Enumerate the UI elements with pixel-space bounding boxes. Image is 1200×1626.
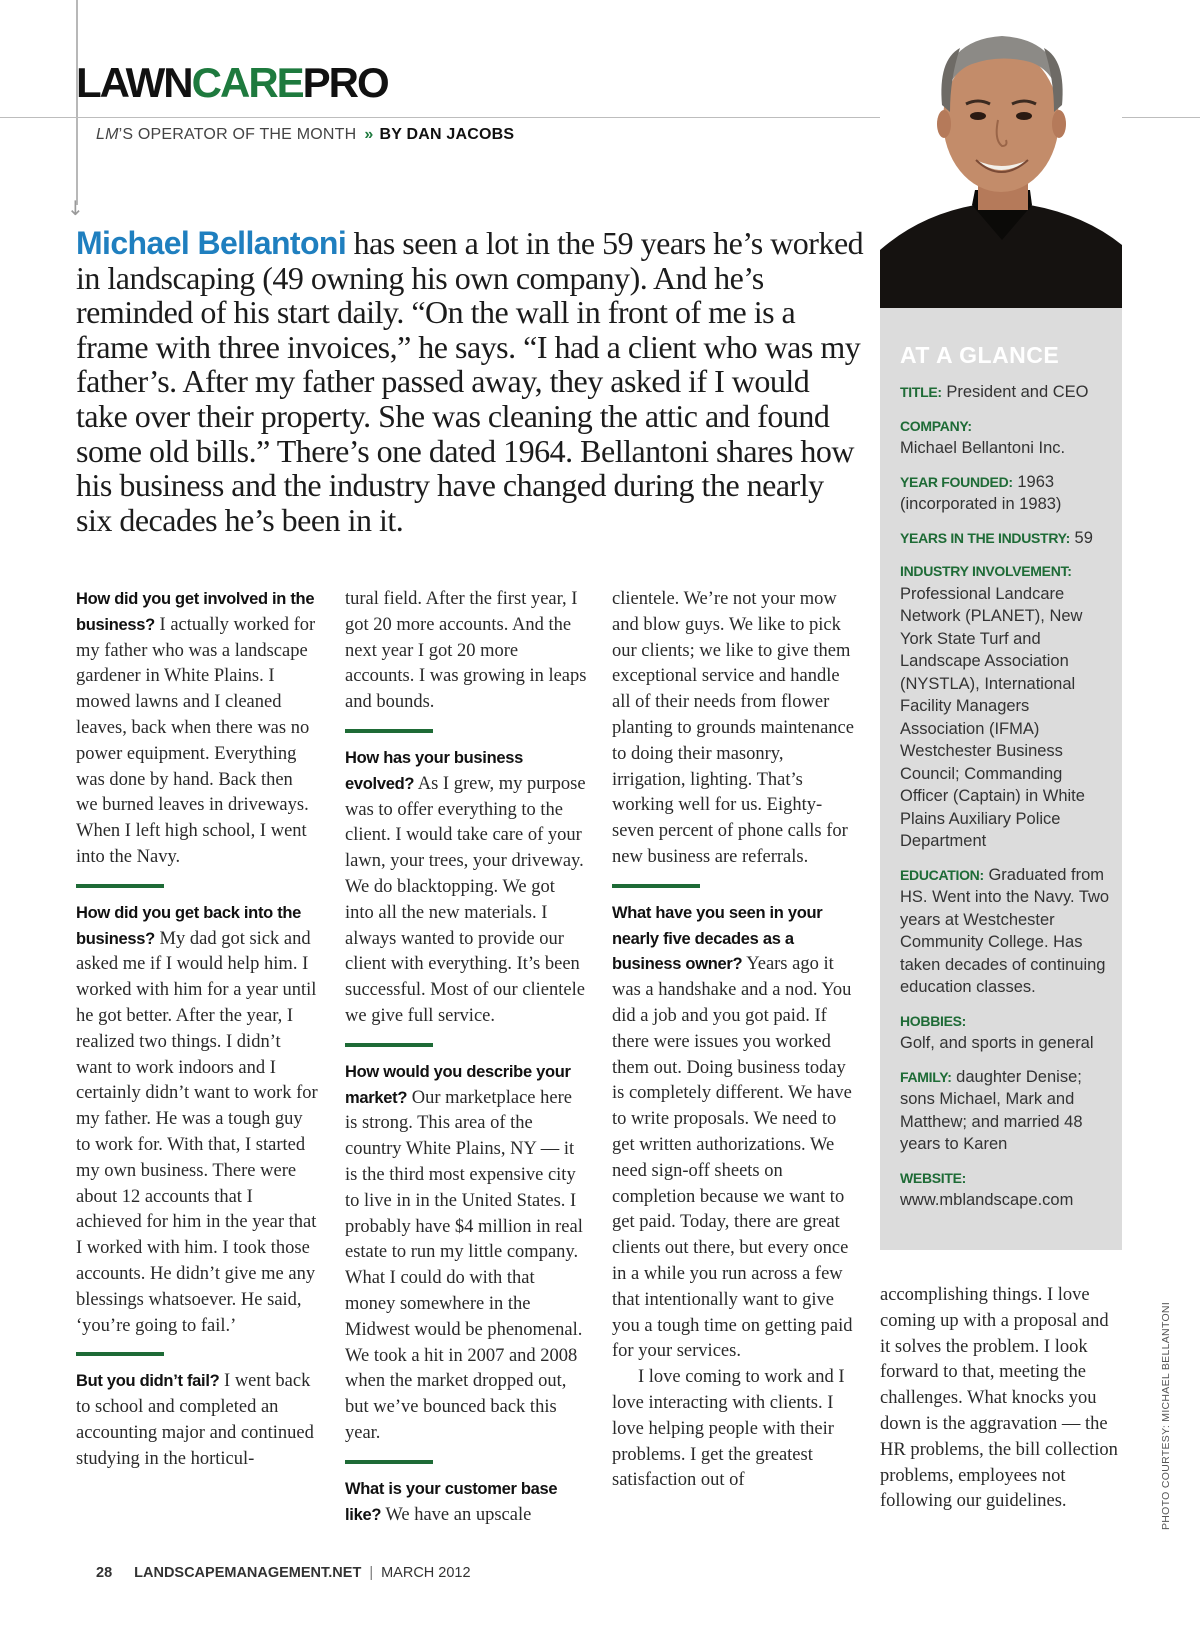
- answer: We have an upscale: [381, 1504, 532, 1525]
- glance-value: Michael Bellantoni Inc.: [900, 439, 1066, 457]
- question: How would you describe your market?: [345, 1062, 571, 1107]
- qa-block: [76, 901, 318, 1340]
- qa-block: [345, 746, 587, 1030]
- glance-label: COMPANY:: [900, 417, 972, 434]
- question: What is your customer base like?: [345, 1479, 558, 1524]
- glance-label: TITLE:: [900, 384, 942, 400]
- qa-block: [345, 1060, 587, 1447]
- down-arrow-icon: ↓: [67, 196, 84, 220]
- byline-section: ’S OPERATOR OF THE MONTH: [118, 126, 357, 143]
- glance-label: WEBSITE:: [900, 1169, 967, 1186]
- answer-continued: clientele. We’re not your mow and blow guys. We like to pick our clients; we like to give them exceptional service and handle all of their needs from flower planting to grounds maintenance to doing their masonry, irrigation, lighting. That’s working well for us. Eighty-seven percent of phone calls for new business are referrals.: [612, 589, 854, 867]
- qa-block: [76, 587, 318, 871]
- answer-continued: accomplishing things. I love coming up with a proposal and it solves the problem. I look forward to that, meeting the challenges. What knocks you down is the aggravation — the HR problems, the bill collection problems, employees not following our guidelines.: [880, 1285, 1118, 1512]
- byline-author: BY DAN JACOBS: [379, 126, 515, 143]
- section-divider: [345, 1460, 433, 1464]
- glance-item-title: [900, 381, 1114, 404]
- portrait-illustration: [880, 0, 1122, 308]
- glance-item-family: [900, 1066, 1114, 1156]
- photo-credit: PHOTO COURTESY: MICHAEL BELLANTONI: [1160, 1301, 1172, 1530]
- article-column-2: [345, 587, 587, 1528]
- masthead: [76, 59, 388, 106]
- glance-item-hobbies: [900, 1010, 1114, 1055]
- page-number: 28: [96, 1565, 113, 1581]
- answer: I actually worked for my father who was a landscape gardener in White Plains. I mowed lawns and I cleaned leaves, back when there was no power equipment. Everything was done by hand. Back then we burned leaves in driveways. When I left high school, I went into the Navy.: [76, 614, 316, 867]
- intro-paragraph: [76, 226, 866, 537]
- article-column-1: [76, 587, 318, 1473]
- byline-lm: LM: [96, 126, 119, 143]
- section-divider: [76, 1352, 164, 1356]
- glance-value: 1963 (incorporated in 1983): [900, 472, 1062, 513]
- glance-label: INDUSTRY INVOLVEMENT:: [900, 563, 1072, 579]
- glance-label: YEARS IN THE INDUSTRY:: [900, 529, 1070, 546]
- question: How has your business evolved?: [345, 748, 523, 793]
- portrait-photo: [880, 0, 1122, 308]
- masthead-pro: PRO: [302, 59, 388, 106]
- glance-item-year-founded: [900, 471, 1114, 516]
- double-chevron-icon: »: [364, 126, 374, 143]
- glance-label: FAMILY:: [900, 1068, 952, 1085]
- answer-continued: tural field. After the first year, I got 20 more accounts. And the next year I got 20 more accounts. I was growing in leaps and bounds.: [345, 589, 587, 713]
- answer: I went back to school and completed an accounting major and continued studying in the horticul-: [76, 1371, 314, 1469]
- section-divider: [612, 884, 700, 888]
- qa-block: [345, 1477, 587, 1529]
- answer: My dad got sick and asked me if I would help him. I worked with him for a year until he got better. After the year, I realized two things. I didn’t want to work indoors and I certainly didn’t want to work for my father. He was a tough guy to work for. With that, I started my own business. There were about 12 accounts that I achieved for him in the year that I worked with him. I took those accounts. He didn’t give me any blessings whatsoever. He said, ‘you’re going to fail.’: [76, 928, 318, 1336]
- glance-item-company: [900, 415, 1114, 460]
- answer: As I grew, my purpose was to offer everything to the client. I would take care of your lawn, your trees, your driveway. We do blacktopping. We got into all the new materials. I always wanted to provide our client with everything. It’s been successful. Most of our clientele we give full service.: [345, 773, 586, 1026]
- sidebar-content: [900, 342, 1114, 1223]
- sidebar-title: AT A GLANCE: [900, 342, 1060, 368]
- qa-block: [612, 901, 860, 1365]
- glance-label: EDUCATION:: [900, 866, 984, 883]
- glance-value: daughter Denise; sons Michael, Mark and Matthew; and married 48 years to Karen: [900, 1067, 1083, 1153]
- page-footer: [96, 1565, 471, 1581]
- glance-label: YEAR FOUNDED:: [900, 473, 1013, 490]
- question: How did you get back into the business?: [76, 903, 302, 948]
- section-divider: [76, 884, 164, 888]
- section-divider: [345, 1043, 433, 1047]
- intro-text: has seen a lot in the 59 years he’s worked in landscaping (49 owning his own company). And he’s reminded of his start daily. “On the wall in front of me is a frame with three invoices,” he says. “I had a client who was my father’s. After my father passed away, they asked if I would take over their property. She was cleaning the attic and found some old bills.” There’s one dated 1964. Bellantoni shares how his business and the industry have changed during the nearly six decades he’s been in it.: [76, 225, 864, 538]
- glance-website-link[interactable]: www.mblandscape.com: [900, 1191, 1074, 1209]
- glance-item-years-in-industry: [900, 527, 1114, 550]
- article-column-4: [880, 1283, 1122, 1515]
- question: What have you seen in your nearly five decades as a business owner?: [612, 903, 823, 974]
- question: But you didn’t fail?: [76, 1372, 220, 1391]
- glance-label: HOBBIES:: [900, 1012, 967, 1029]
- glance-value: Graduated from HS. Went into the Navy. Two years at Westchester Community College. Has taken decades of continuing education classes.: [900, 865, 1110, 996]
- glance-value: President and CEO: [941, 383, 1089, 401]
- masthead-lawn: LAWN: [76, 59, 192, 106]
- footer-separator: |: [369, 1565, 374, 1581]
- intro-name: Michael Bellantoni: [76, 225, 347, 261]
- glance-value: 59: [1069, 528, 1093, 547]
- answer: Years ago it was a handshake and a nod. You did a job and you got paid. If there were issues you worked them out. Doing business today is completely different. We have to write proposals. We need to get written authorizations. We need sign-off sheets on completion because we want to get paid. Today, there are great clients out there, but every once in a while you run across a few that intentionally want to give you a tough time on getting paid for your services.: [612, 954, 853, 1362]
- answer: Our marketplace here is strong. This area of the country White Plains, NY — it is the third most expensive city to live in in the United States. I probably have $4 million in real estate to run my little company. What I could do with that money somewhere in the Midwest would be phenomenal. We took a hit in 2007 and 2008 when the market dropped out, but we’ve bounced back this year.: [345, 1087, 583, 1443]
- footer-date: MARCH 2012: [381, 1565, 471, 1581]
- answer-paragraph: I love coming to work and I love interacting with clients. I love helping people with their problems. I get the greatest satisfaction out of: [612, 1367, 845, 1491]
- footer-site[interactable]: LANDSCAPEMANAGEMENT.NET: [134, 1565, 362, 1581]
- glance-item-website: [900, 1167, 1114, 1212]
- glance-item-industry-involvement: [900, 560, 1114, 853]
- qa-block: [76, 1369, 318, 1472]
- glance-value: Golf, and sports in general: [900, 1034, 1094, 1052]
- question: How did you get involved in the business?: [76, 590, 315, 634]
- masthead-care: CARE: [191, 59, 303, 106]
- article-column-3: [612, 587, 860, 1494]
- glance-value: Professional Landcare Network (PLANET), New York State Turf and Landscape Association (NYSTLA), International Facility Managers Association (IFMA) Westchester Business Council; Commanding Officer (Captain) in White Plains Auxiliary Police Department: [900, 584, 1085, 850]
- byline: [96, 126, 514, 144]
- glance-item-education: [900, 864, 1114, 999]
- section-divider: [345, 729, 433, 733]
